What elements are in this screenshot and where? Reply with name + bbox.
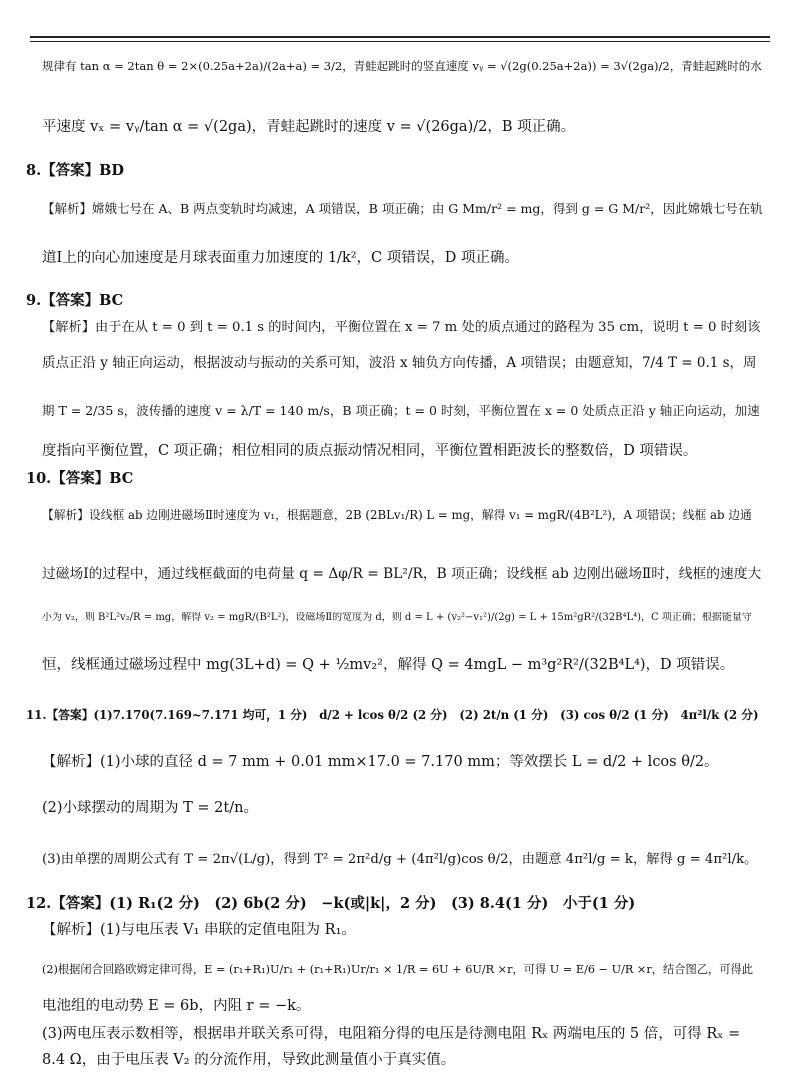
q9-answer: 9.【答案】BC <box>26 292 124 309</box>
q8-line-2: 道Ⅰ上的向心加速度是月球表面重力加速度的 1/k²，C 项错误，D 项正确。 <box>42 250 519 266</box>
q7-line-1: 规律有 tan α = 2tan θ = 2×(0.25a+2a)/(2a+a) = 3/2，青蛙起跳时的竖直速度 vᵧ = √(2g(0.25a+2a)) = 3√(2ga)/2，青蛙起跳时的水 <box>42 60 762 73</box>
q10-line-2: 过磁场Ⅰ的过程中，通过线框截面的电荷量 q = Δφ/R = BL²/R，B 项正确；设线框 ab 边刚出磁场Ⅱ时，线框的速度大 <box>42 566 762 582</box>
q9-line-1: 【解析】由于在从 t = 0 到 t = 0.1 s 的时间内，平衡位置在 x = 7 m 处的质点通过的路程为 35 cm，说明 t = 0 时刻该 <box>42 320 761 335</box>
q12-answer: 12.【答案】(1) R₁(2 分) (2) 6b(2 分) −k(或|k|，2 分) (3) 8.4(1 分) 小于(1 分) <box>26 895 636 912</box>
q8-answer: 8.【答案】BD <box>26 162 124 179</box>
q11-answer: 11.【答案】(1)7.170(7.169~7.171 均可，1 分) d/2 + lcos θ/2 (2 分) (2) 2t/n (1 分) (3) cos θ/2 (1 分) 4π²l/k (2 分) <box>26 708 759 722</box>
q12-line-5: 8.4 Ω，由于电压表 V₂ 的分流作用，导致此测量值小于真实值。 <box>42 1052 456 1068</box>
q9-line-4: 度指向平衡位置，C 项正确；相位相同的质点振动情况相同，平衡位置相距波长的整数倍，D 项错误。 <box>42 443 698 459</box>
q7-line-2: 平速度 vₓ = vᵧ/tan α = √(2ga)，青蛙起跳时的速度 v = √(26ga)/2，B 项正确。 <box>42 119 576 135</box>
q10-line-4: 恒，线框通过磁场过程中 mg(3L+d) = Q + ½mv₂²，解得 Q = 4mgL − m³g²R²/(32B⁴L⁴)，D 项错误。 <box>42 657 735 673</box>
q12-line-2: (2)根据闭合回路欧姆定律可得，E = (r₁+R₁)U/r₁ + (r₁+R₁)Ur/r₁ × 1/R = 6U + 6U/R ×r，可得 U = E/6 − U/R ×r，结合图乙，可得此 <box>42 963 753 976</box>
q12-line-1: 【解析】(1)与电压表 V₁ 串联的定值电阻为 R₁。 <box>42 922 356 938</box>
q11-line-1: 【解析】(1)小球的直径 d = 7 mm + 0.01 mm×17.0 = 7.170 mm；等效摆长 L = d/2 + lcos θ/2。 <box>42 754 719 770</box>
q9-line-3: 期 T = 2/35 s，波传播的速度 v = λ/T = 140 m/s，B 项正确；t = 0 时刻，平衡位置在 x = 0 处质点正沿 y 轴正向运动，加速 <box>42 403 760 418</box>
header-rule-thick <box>30 36 770 38</box>
q11-line-3: (3)由单摆的周期公式有 T = 2π√(L/g)，得到 T² = 2π²d/g + (4π²l/g)cos θ/2，由题意 4π²l/g = k，解得 g = 4π²l/k。 <box>42 852 758 867</box>
header-rule-thin <box>30 41 770 42</box>
q10-line-3: 小为 v₂，则 B²L²v₂/R = mg，解得 v₂ = mgR/(B²L²)，设磁场Ⅱ的宽度为 d，则 d = L + (v₂²−v₁²)/(2g) = L + 15m²gR²/(32B⁴L⁴)，C 项正确；根据能量守 <box>42 612 752 623</box>
q10-line-1: 【解析】设线框 ab 边刚进磁场Ⅱ时速度为 v₁，根据题意，2B (2BLv₁/R) L = mg，解得 v₁ = mgR/(4B²L²)，A 项错误；线框 ab 边通 <box>42 508 752 522</box>
q12-line-4: (3)两电压表示数相等，根据串并联关系可得，电阻箱分得的电压是待测电阻 Rₓ 两端电压的 5 倍，可得 Rₓ = <box>42 1026 741 1042</box>
q12-line-3: 电池组的电动势 E = 6b，内阻 r = −k。 <box>42 998 311 1014</box>
q11-line-2: (2)小球摆动的周期为 T = 2t/n。 <box>42 800 258 816</box>
q8-line-1: 【解析】嫦娥七号在 A、B 两点变轨时均减速，A 项错误，B 项正确；由 G Mm/r² = mg，得到 g = G M/r²，因此嫦娥七号在轨 <box>42 201 763 216</box>
q9-line-2: 质点正沿 y 轴正向运动，根据波动与振动的关系可知，波沿 x 轴负方向传播，A 项错误；由题意知，7/4 T = 0.1 s，周 <box>42 355 757 371</box>
q10-answer: 10.【答案】BC <box>26 470 134 487</box>
